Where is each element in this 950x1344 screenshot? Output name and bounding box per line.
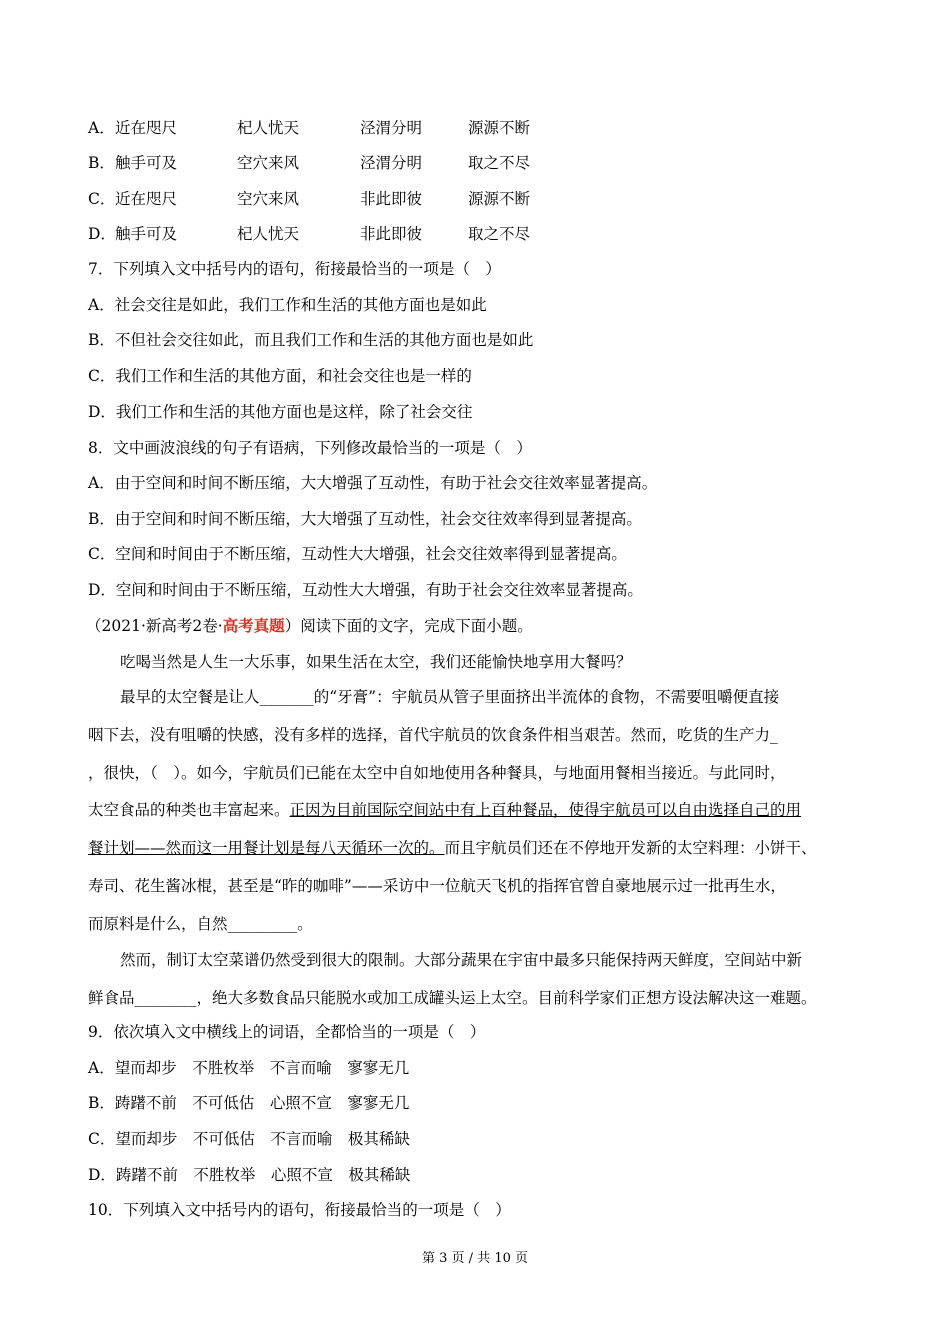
q9-option-d: D．踌躇不前 不胜枚举 心照不宣 极其稀缺 [88,1166,411,1184]
q6-word: 泾渭分明 [360,154,423,172]
q6-word: 空穴来风 [237,154,300,172]
q9-option-a: A．望而却步 不胜枚举 不言而喻 寥寥无几 [88,1059,410,1077]
q6-word: 源源不断 [468,190,531,208]
passage-text: 而且宇航员们还在不停地开发新的太空料理：小饼干、 [444,839,817,857]
q6-word: 杞人忧天 [237,119,300,137]
q7-option-a: A．社会交往是如此，我们工作和生活的其他方面也是如此 [88,296,487,314]
q9-stem: 9．依次填入文中横线上的词语，全都恰当的一项是（ ） [88,1023,486,1041]
q6-word: 源源不断 [468,119,531,137]
q9-option-b: B．踌躇不前 不可低估 心照不宣 寥寥无几 [88,1094,410,1112]
q6-word: 取之不尽 [468,154,531,172]
source-suffix: ）阅读下面的文字，完成下面小题。 [284,617,533,635]
q6-word: 取之不尽 [468,225,531,243]
q8-stem: 8．文中画波浪线的句子有语病，下列修改最恰当的一项是（ ） [88,439,532,457]
passage-p2-line7: 而原料是什么，自然_________。 [88,915,313,933]
q6-word: 泾渭分明 [360,119,423,137]
source-highlight: 高考真题 [222,616,285,635]
q6-option-letter: B． [88,154,115,172]
q7-option-c: C．我们工作和生活的其他方面，和社会交往也是一样的 [88,367,472,385]
q6-word: 触手可及 [115,225,178,243]
q6-option-letter: D． [88,225,116,243]
passage-p2-line6: 寿司、花生酱冰棍，甚至是“昨的咖啡”——采访中一位航天飞机的指挥官曾自豪地展示过一批再生水， [88,877,786,895]
source-line [86,616,533,636]
passage-p3-line2: 鲜食品________，绝大多数食品只能脱水或加工成罐头运上太空。目前科学家们正想方设法解决这一难题。 [88,989,817,1007]
q6-option-letter: C． [88,190,116,208]
passage-p1: 吃喝当然是人生一大乐事，如果生活在太空，我们还能愉快地享用大餐吗？ [120,653,632,671]
wavy-underlined-sentence: 餐计划——然而这一用餐计划是每八天循环一次的。 [88,839,445,857]
q7-option-b: B．不但社会交往如此，而且我们工作和生活的其他方面也是如此 [88,331,534,349]
page-footer: 第 3 页 / 共 10 页 [422,1251,528,1266]
q6-word: 杞人忧天 [237,225,300,243]
q8-option-d: D．空间和时间由于不断压缩，互动性大大增强，有助于社会交往效率显著提高。 [88,581,643,599]
passage-p2-line4 [88,800,868,820]
q6-word: 空穴来风 [237,190,300,208]
passage-p2-line2: 咽下去，没有咀嚼的快感，没有多样的选择，首代宇航员的饮食条件相当艰苦。然而，吃货的生产力_ [88,726,778,744]
q8-option-a: A．由于空间和时间不断压缩，大大增强了互动性，有助于社会交往效率显著提高。 [88,474,658,492]
passage-p2-line5 [88,838,868,858]
passage-text: 太空食品的种类也丰富起来。 [88,801,290,819]
q6-word: 近在咫尺 [115,190,178,208]
passage-p3-line1: 然而，制订太空菜谱仍然受到很大的限制。大部分蔬果在宇宙中最多只能保持两天鲜度，空间站中新 [120,951,803,969]
passage-p2-line3: ，很快，（ ）。如今，宇航员们已能在太空中自如地使用各种餐具，与地面用餐相当接近。与此同时， [88,764,786,782]
q10-stem: 10．下列填入文中括号内的语句，衔接最恰当的一项是（ ） [88,1201,511,1219]
q9-option-c: C．望而却步 不可低估 不言而喻 极其稀缺 [88,1130,410,1148]
q6-word: 非此即彼 [360,190,423,208]
passage-p2-line1: 最早的太空餐是让人_______的“牙膏”：宇航员从管子里面挤出半流体的食物，不需要咀嚼便直接 [120,688,780,706]
q8-option-b: B．由于空间和时间不断压缩，大大增强了互动性，社会交往效率得到显著提高。 [88,510,642,528]
wavy-underlined-sentence: 正因为目前国际空间站中有上百种餐品，使得宇航员可以自由选择自己的用 [289,801,802,819]
q8-option-c: C．空间和时间由于不断压缩，互动性大大增强，社会交往效率得到显著提高。 [88,545,627,563]
q6-word: 近在咫尺 [115,119,178,137]
q7-option-d: D．我们工作和生活的其他方面也是这样，除了社会交往 [88,403,473,421]
q7-stem: 7．下列填入文中括号内的语句，衔接最恰当的一项是（ ） [88,260,501,278]
source-prefix: （2021·新高考2卷· [86,617,223,635]
q6-option-letter: A． [88,119,115,137]
q6-word: 触手可及 [115,154,178,172]
q6-word: 非此即彼 [360,225,423,243]
